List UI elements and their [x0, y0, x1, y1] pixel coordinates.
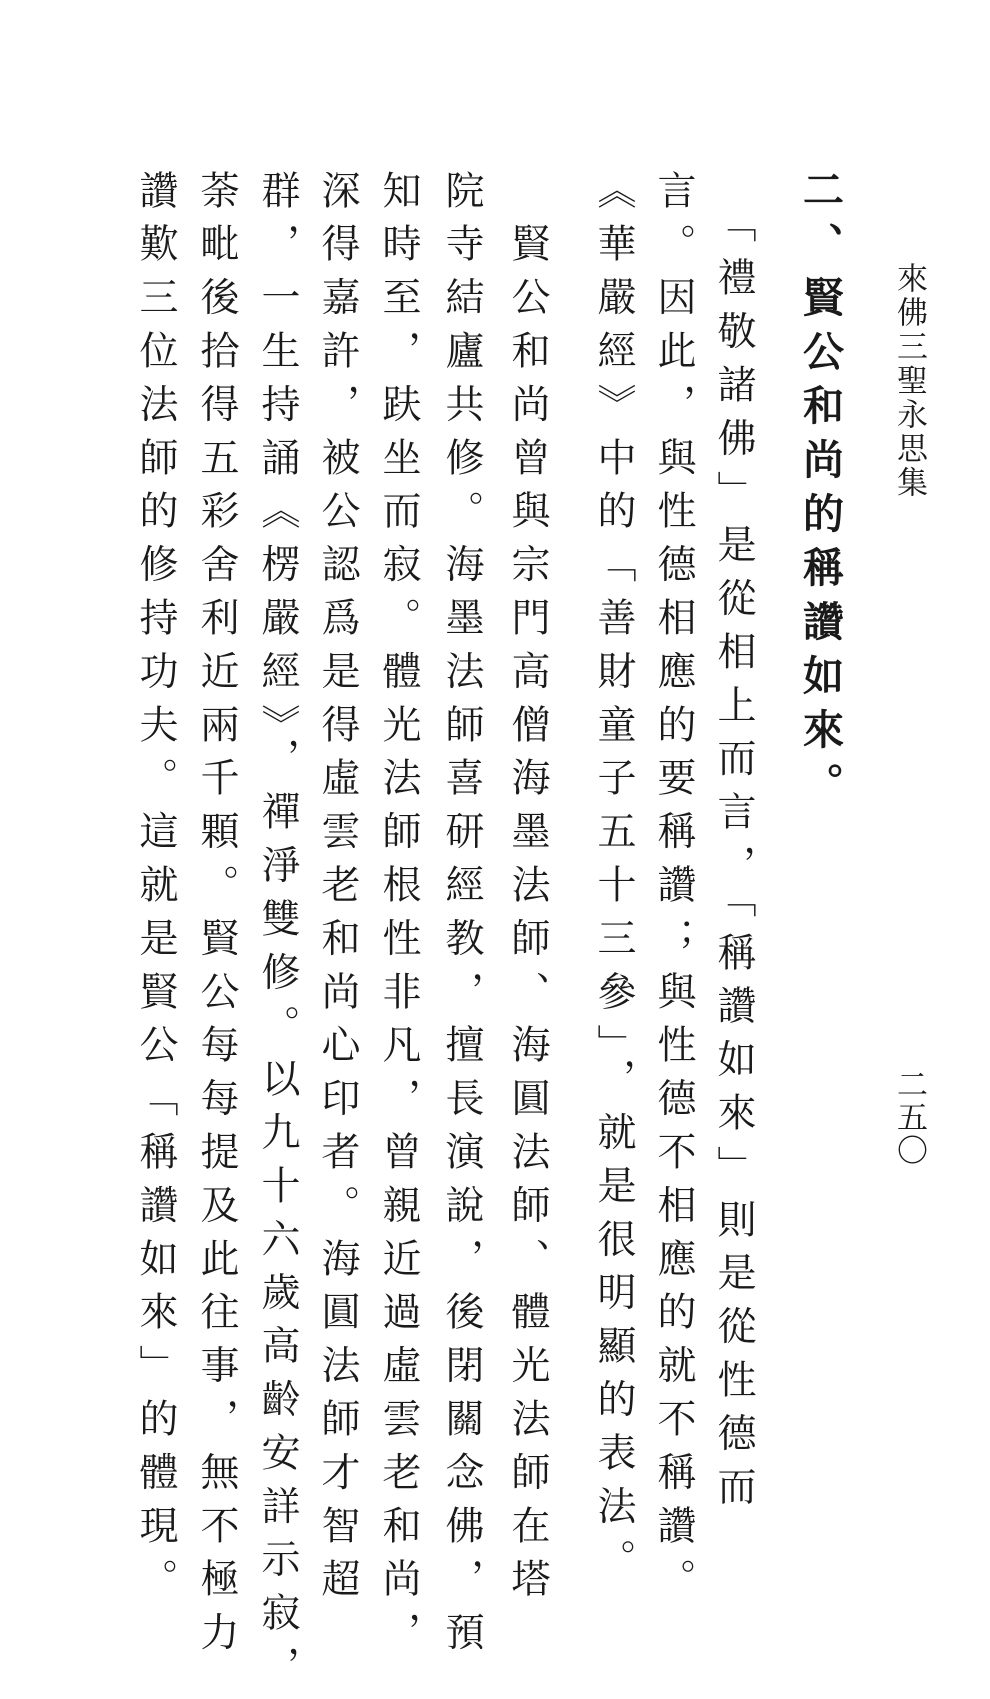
body-line-8: 群，一生持誦《楞嚴經》，禪淨雙修。以九十六歲高齡安詳示寂，	[255, 170, 300, 1699]
body-line-1: 「禮敬諸佛」是從相上而言，「稱讚如來」則是從性德而	[711, 170, 756, 1520]
body-line-10: 讚歎三位法師的修持功夫。這就是賢公「稱讚如來」的體現。	[133, 170, 178, 1612]
page-number: 二五〇	[891, 1068, 927, 1167]
body-line-5: 院寺結廬共修。海墨法師喜研經教，擅長演說，後閉關念佛，預	[439, 170, 484, 1666]
body-line-4: 賢公和尚曾與宗門高僧海墨法師、海圓法師、體光法師在塔	[505, 170, 550, 1612]
running-head: 來佛三聖永思集	[891, 262, 927, 500]
body-line-3: 《華嚴經》中的「善財童子五十三參」，就是很明顯的表法。	[591, 170, 636, 1593]
section-heading: 二、賢公和尚的稱讚如來。	[796, 168, 844, 816]
body-line-9: 荼毗後拾得五彩舍利近兩千顆。賢公每每提及此往事，無不極力	[194, 170, 239, 1666]
body-line-6: 知時至，趺坐而寂。體光法師根性非凡，曾親近過虛雲老和尚，	[376, 170, 421, 1666]
body-line-7: 深得嘉許，被公認爲是得虛雲老和尚心印者。海圓法師才智超	[315, 170, 360, 1612]
body-line-2: 言。因此，與性德相應的要稱讚；與性德不相應的就不稱讚。	[651, 170, 696, 1612]
